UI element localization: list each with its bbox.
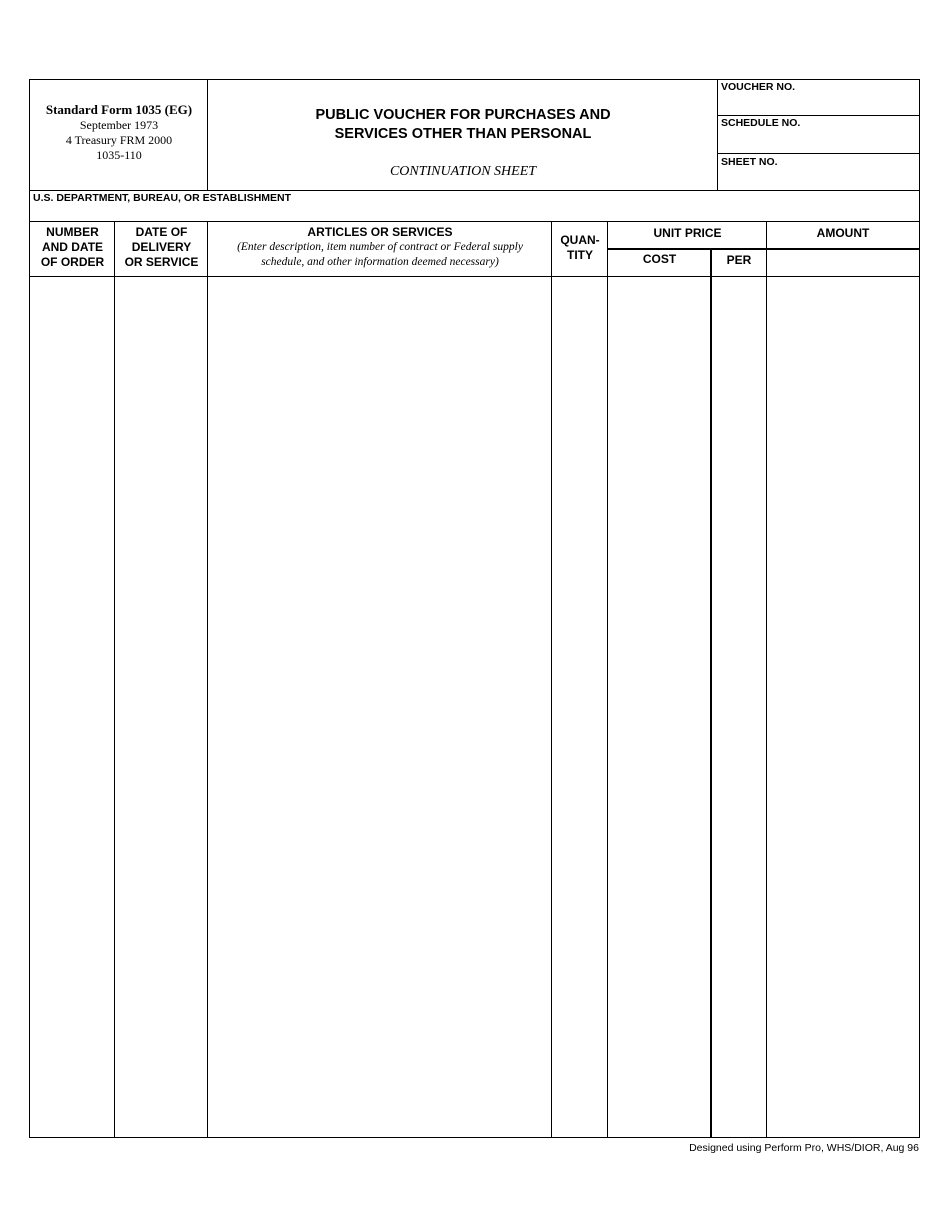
column-header-number-date [30, 225, 115, 270]
form-subtitle: CONTINUATION SHEET [389, 164, 537, 179]
department-field[interactable] [30, 191, 919, 221]
entry-cost-column[interactable] [608, 277, 710, 1138]
footer-credit: Designed using Perform Pro, WHS/DIOR, Aug 96 [689, 1142, 919, 1154]
entry-number-date-column[interactable] [30, 277, 114, 1138]
column-header-number-date-line-1: NUMBER [46, 225, 99, 239]
column-header-quantity-line-1: QUAN- [560, 233, 600, 247]
column-header-number-date-line-2: AND DATE [41, 240, 104, 254]
column-header-articles-note-1: (Enter description, item number of contract or Federal supply [237, 241, 523, 253]
form-code: 1035-110 [96, 148, 142, 162]
column-header-articles [208, 225, 552, 270]
column-header-unit-price: UNIT PRICE [653, 226, 722, 240]
schedule-no-label: SCHEDULE NO. [721, 117, 801, 129]
column-header-delivery-line-2: DELIVERY [131, 240, 192, 254]
voucher-no-label: VOUCHER NO. [721, 81, 796, 93]
sheet-no-label: SHEET NO. [721, 156, 778, 168]
form-identifier [30, 102, 208, 163]
form-treasury-ref: 4 Treasury FRM 2000 [65, 133, 173, 147]
entry-amount-column[interactable] [767, 277, 919, 1138]
column-header-delivery [115, 225, 208, 270]
entry-per-column[interactable] [712, 277, 766, 1138]
schedule-no-field[interactable] [718, 116, 920, 153]
column-header-quantity-line-2: TITY [567, 248, 593, 262]
column-header-articles-note-2: schedule, and other information deemed necessary) [261, 256, 499, 268]
column-header-delivery-line-3: OR SERVICE [124, 255, 199, 269]
column-header-per: PER [726, 253, 752, 267]
column-header-amount: AMOUNT [816, 226, 870, 240]
form-title [208, 106, 718, 144]
entry-delivery-column[interactable] [115, 277, 207, 1138]
form-title-line-1: PUBLIC VOUCHER FOR PURCHASES AND [315, 107, 611, 123]
form-number: Standard Form 1035 (EG) [45, 102, 193, 117]
form-title-line-2: SERVICES OTHER THAN PERSONAL [334, 126, 592, 142]
voucher-form [29, 79, 920, 1138]
sheet-no-field[interactable] [718, 155, 920, 190]
voucher-no-field[interactable] [718, 80, 920, 115]
column-header-number-date-line-3: OF ORDER [40, 255, 105, 269]
column-header-quantity [552, 233, 608, 263]
column-header-delivery-line-1: DATE OF [135, 225, 188, 239]
department-label: U.S. DEPARTMENT, BUREAU, OR ESTABLISHMENT [33, 192, 292, 204]
entry-quantity-column[interactable] [552, 277, 607, 1138]
form-date: September 1973 [79, 118, 159, 132]
entry-articles-column[interactable] [208, 277, 551, 1138]
column-header-articles-title: ARTICLES OR SERVICES [307, 225, 453, 239]
column-header-cost: COST [642, 252, 677, 266]
